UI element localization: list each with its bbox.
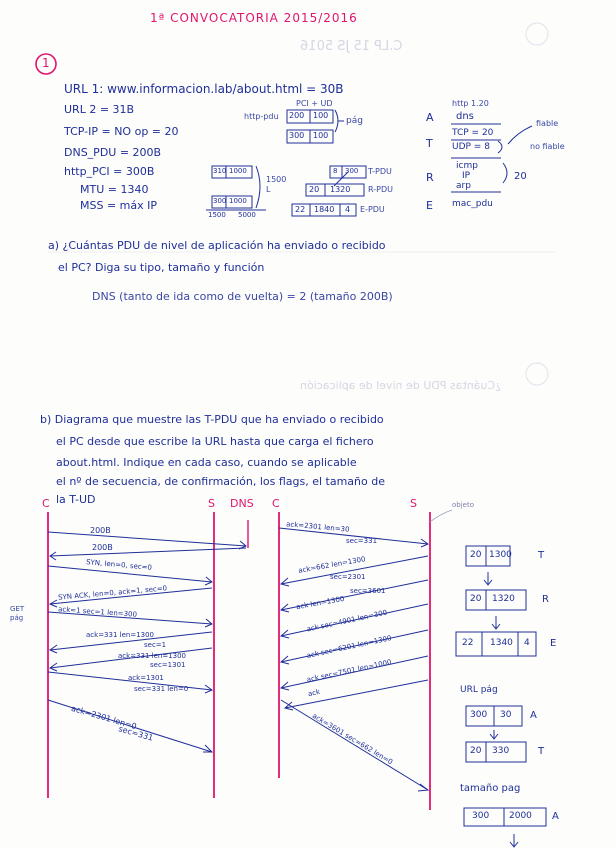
right-msg-8: ack=3601 sec=662 len=0	[310, 711, 395, 767]
box-t1-label: T	[538, 550, 545, 561]
left-msg-7a: ack=331 len=1300	[118, 652, 187, 660]
box-t2-cell-2: 330	[492, 746, 510, 756]
left-msg-4: SYN ACK, len=0, ack=1, sec=0	[57, 584, 168, 602]
stack-bottom-2: 1000	[229, 197, 247, 205]
given-url2: URL 2 = 31B	[64, 103, 135, 116]
layer-ip: IP	[462, 171, 471, 181]
stack-sub-1: 1500	[208, 211, 226, 219]
left-client-label: C	[42, 497, 50, 510]
layer-fiable: fiable	[536, 119, 559, 128]
right-msg-3b: ack len=1300	[295, 594, 346, 612]
right-msg-6: ack sec=7501 len=1000	[306, 658, 393, 684]
left-msg-8a: ack=1301	[128, 674, 164, 682]
left-dns-label: DNS	[230, 497, 254, 510]
left-get: GET	[10, 605, 25, 613]
box-r1-cell-1: 20	[470, 594, 482, 604]
epdu-cell-2: 1840	[314, 205, 335, 214]
box-e1-label: E	[550, 638, 557, 649]
box-t2-cell-1: 20	[470, 746, 482, 756]
left-msg-5: ack=1 sec=1 len=300	[57, 605, 138, 619]
given-mss: MSS = máx IP	[80, 199, 158, 212]
label-pag: pág	[346, 116, 363, 126]
circled-number: 1	[42, 56, 50, 70]
layer-dns: dns	[456, 111, 474, 122]
box-b-cell-1: 300	[289, 131, 305, 140]
question-b-line4: el nº de secuencia, de confirmación, los flags, el tamaño de	[56, 475, 385, 488]
box-t1-cell-1: 20	[470, 550, 482, 560]
left-msg-3: SYN, len=0, sec=0	[85, 558, 153, 572]
layer-a: A	[426, 111, 434, 124]
layer-tcp: TCP = 20	[452, 128, 494, 138]
box-r1-label: R	[542, 594, 549, 605]
layer-icmp: icmp	[456, 161, 478, 171]
given-dns-pdu: DNS_PDU = 200B	[64, 146, 162, 159]
right-client-label: C	[272, 497, 280, 510]
layer-r: R	[426, 171, 434, 184]
layer-arp: arp	[456, 181, 471, 191]
left-msg-8b: sec=331 len=0	[134, 685, 189, 693]
epdu-cell-1: 22	[295, 205, 306, 214]
box-t2-label: T	[538, 746, 545, 757]
layer-e: E	[426, 199, 433, 212]
bleed-through-text: C.LP 15 JS 5016	[300, 39, 403, 54]
left-msg-7b: sec=1301	[150, 661, 186, 669]
stack-bottom-1: 300	[213, 197, 227, 205]
bleed-through-text-2: ¿Cuántas PDU de nivel de aplicación	[300, 379, 501, 392]
stack-top-1: 310	[213, 167, 227, 175]
rpdu-label: R-PDU	[368, 185, 393, 194]
objeto-note: objeto	[452, 501, 475, 509]
rpdu-cell-2: 1320	[330, 185, 351, 194]
question-a-line1: a) ¿Cuántas PDU de nivel de aplicación ha enviado o recibido	[48, 239, 386, 252]
given-http-pci: http_PCI = 300B	[64, 165, 155, 178]
layer-r-size: 20	[514, 171, 527, 182]
tamano-pag-label: tamaño pag	[460, 783, 521, 794]
right-msg-1a: ack=2301 len=30	[285, 520, 350, 534]
box-a2-label: A	[552, 811, 559, 822]
layer-udp: UDP = 8	[452, 142, 490, 152]
right-msg-1b: sec=331	[346, 537, 378, 545]
answer-a: DNS (tanto de ida como de vuelta) = 2 (tamaño 200B)	[92, 290, 393, 303]
right-msg-5: ack sec=6201 len=1300	[306, 634, 393, 660]
left-pag: pág	[10, 614, 24, 622]
left-msg-6b: sec=1	[144, 641, 167, 649]
box-a1-label: A	[530, 710, 537, 721]
stack-top-2: 1000	[229, 167, 247, 175]
question-b-line1: b) Diagrama que muestre las T-PDU que ha enviado o recibido	[40, 413, 384, 426]
label-http-pdu: http-pdu	[244, 112, 279, 121]
tpdu-cell-2: 300	[345, 167, 359, 175]
left-msg-2: 200B	[92, 543, 113, 552]
right-msg-7: ack	[307, 687, 321, 699]
box-a-cell-2: 100	[313, 111, 329, 120]
given-tcp-ip: TCP-IP = NO op = 20	[64, 125, 179, 138]
right-msg-2b: sec=2301	[330, 573, 366, 581]
label-pci-ud: PCI + UD	[296, 99, 333, 108]
stack-sub-2: 5000	[238, 211, 256, 219]
box-r1-cell-2: 1320	[492, 594, 515, 604]
left-msg-9b: sec=331	[117, 724, 155, 743]
left-msg-1: 200B	[90, 526, 111, 535]
question-a-line2: el PC? Diga su tipo, tamaño y función	[58, 261, 265, 274]
question-b-line2: el PC desde que escribe la URL hasta que carga el fichero	[56, 435, 374, 448]
box-e1-cell-1: 22	[462, 638, 474, 648]
right-server-label: S	[410, 497, 417, 510]
box-e1-cell-2: 1340	[490, 638, 513, 648]
rpdu-cell-1: 20	[309, 185, 320, 194]
box-a1-cell-1: 300	[470, 710, 488, 720]
question-b-line5: la T-UD	[56, 493, 96, 506]
right-msg-3a: sec=3601	[350, 587, 386, 595]
box-a-cell-1: 200	[289, 111, 305, 120]
given-mtu: MTU = 1340	[80, 183, 149, 196]
bleed-circle-2	[526, 363, 548, 385]
right-msg-4: ack sec=4901 len=300	[305, 608, 388, 634]
layer-t: T	[426, 137, 433, 150]
right-msg-2a: ack=662 len=1300	[297, 555, 367, 575]
tpdu-cell-1: 8	[333, 167, 338, 175]
layer-no-fiable: no fiable	[530, 142, 565, 151]
epdu-cell-3: 4	[345, 205, 351, 214]
epdu-label: E-PDU	[360, 205, 385, 214]
box-t1-cell-2: 1300	[489, 550, 512, 560]
left-msg-6a: ack=331 len=1300	[86, 631, 155, 639]
layer-http-ver: http 1.20	[452, 99, 489, 108]
stack-label: L	[266, 185, 271, 194]
tpdu-label: T-PDU	[368, 167, 392, 176]
box-e1-cell-3: 4	[524, 638, 530, 648]
box-a2-cell-2: 2000	[509, 811, 532, 821]
question-b-line3: about.html. Indique en cada caso, cuando se aplicable	[56, 456, 357, 469]
left-msg-9a: ack=2301 len=0	[70, 703, 138, 732]
given-url1: URL 1: www.informacion.lab/about.html = 30B	[64, 82, 344, 96]
layer-mac: mac_pdu	[452, 199, 493, 209]
page-title: 1ª CONVOCATORIA 2015/2016	[150, 11, 358, 25]
stack-brace: 1500	[266, 175, 287, 184]
left-server-label: S	[208, 497, 215, 510]
box-a2-cell-1: 300	[472, 811, 490, 821]
url-pag-label: URL pág	[460, 685, 498, 695]
box-b-cell-2: 100	[313, 131, 329, 140]
box-a1-cell-2: 30	[500, 710, 512, 720]
bleed-circle	[526, 23, 548, 45]
